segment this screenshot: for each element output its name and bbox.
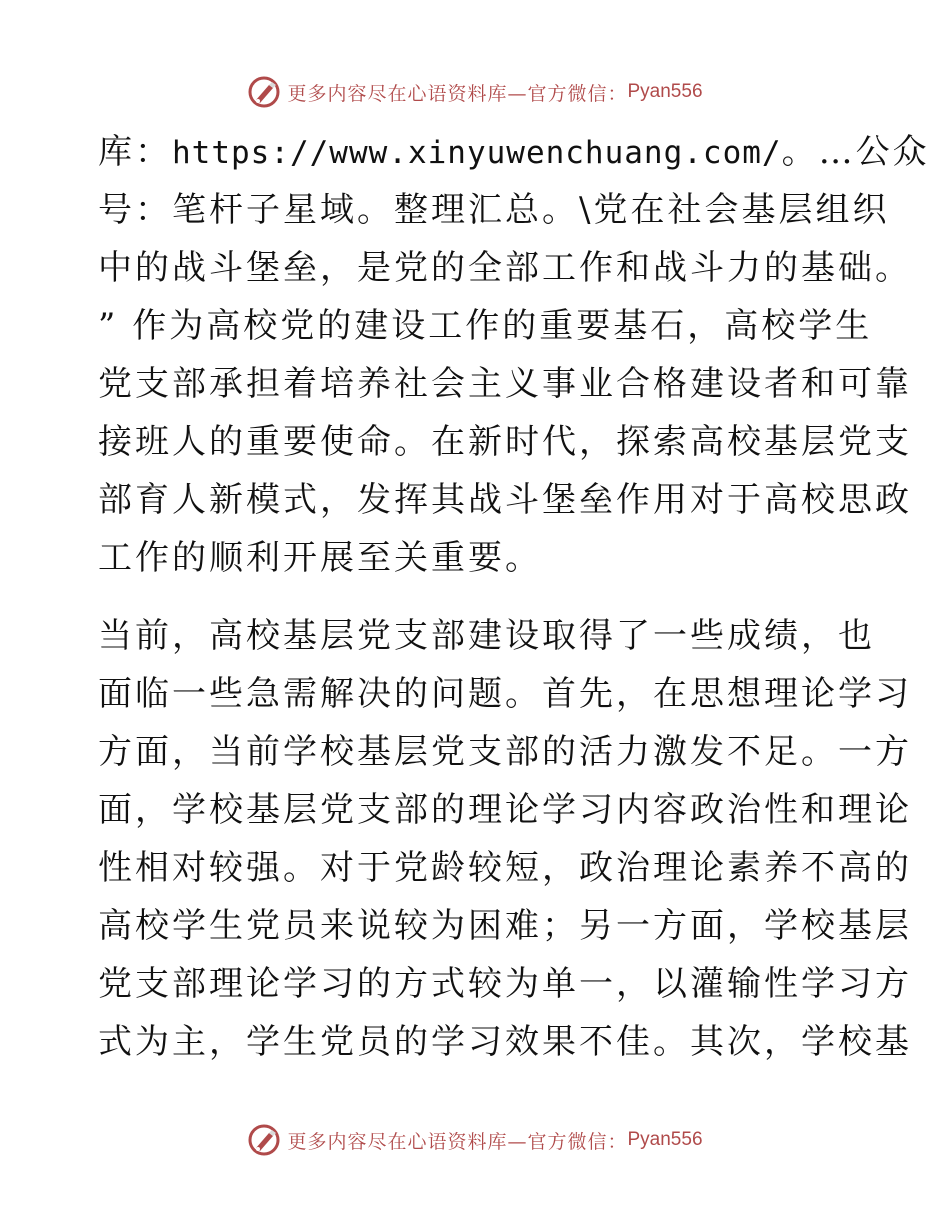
text-line: 号：笔杆子星域。整理汇总。\党在社会基层组织 bbox=[98, 190, 890, 230]
text-line: 面，学校基层党支部的理论学习内容政治性和理论 bbox=[98, 790, 912, 830]
text-line: 工作的顺利开展至关重要。 bbox=[98, 538, 542, 578]
website-url: https://www.xinyuwenchuang.com/ bbox=[172, 135, 782, 171]
text-line: 式为主，学生党员的学习效果不佳。其次，学校基 bbox=[98, 1022, 912, 1062]
header-wechat-id: Pyan556 bbox=[627, 81, 703, 102]
text-line: ” 作为高校党的建设工作的重要基石，高校学生 bbox=[98, 306, 873, 346]
footer-wechat-id: Pyan556 bbox=[627, 1129, 703, 1150]
text-line: 当前，高校基层党支部建设取得了一些成绩，也 bbox=[98, 616, 875, 656]
text-line: 部育人新模式，发挥其战斗堡垒作用对于高校思政 bbox=[98, 480, 912, 520]
pen-logo-icon bbox=[247, 1123, 281, 1157]
text-line: 党支部理论学习的方式较为单一，以灌输性学习方 bbox=[98, 964, 912, 1004]
text-line: 方面，当前学校基层党支部的活力激发不足。一方 bbox=[98, 732, 912, 772]
header-banner-text: 更多内容尽在心语资料库—官方微信： bbox=[287, 82, 628, 105]
text-line: 中的战斗堡垒，是党的全部工作和战斗力的基础。 bbox=[98, 248, 912, 288]
text-line: 接班人的重要使命。在新时代，探索高校基层党支 bbox=[98, 422, 912, 462]
text-line: 性相对较强。对于党龄较短，政治理论素养不高的 bbox=[98, 848, 912, 888]
text-fragment: 。…公众 bbox=[781, 132, 930, 172]
text-line: 高校学生党员来说较为困难；另一方面，学校基层 bbox=[98, 906, 912, 946]
document-body bbox=[98, 123, 930, 1071]
pen-logo-icon bbox=[247, 75, 281, 109]
text-line: 党支部承担着培养社会主义事业合格建设者和可靠 bbox=[98, 364, 912, 404]
footer-banner bbox=[0, 1120, 950, 1160]
text-line: 面临一些急需解决的问题。首先，在思想理论学习 bbox=[98, 674, 912, 714]
text-line bbox=[98, 123, 930, 181]
header-banner bbox=[0, 72, 950, 112]
text-fragment: 库： bbox=[98, 132, 172, 172]
paragraph-gap bbox=[98, 587, 858, 607]
footer-banner-text: 更多内容尽在心语资料库—官方微信： bbox=[287, 1130, 628, 1153]
